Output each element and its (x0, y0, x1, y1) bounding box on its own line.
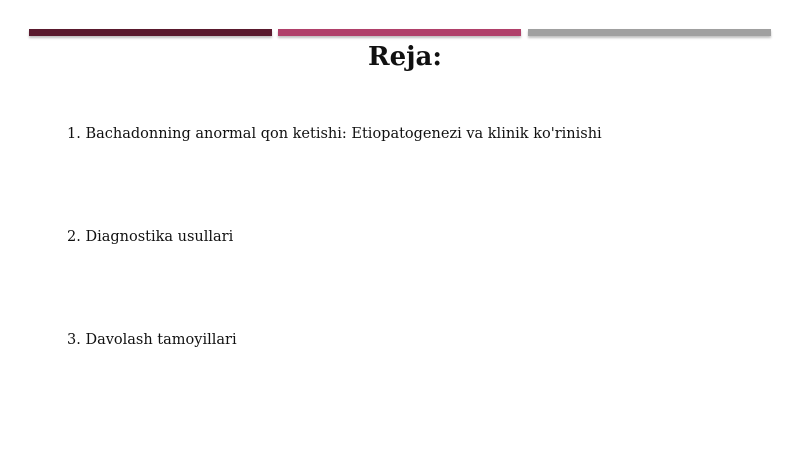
accent-bar-gray (528, 29, 771, 36)
plan-item-1: 1. Bachadonning anormal qon ketishi: Etiopatogenezi va klinik ko'rinishi (67, 126, 602, 142)
header-accent-bars (29, 29, 771, 38)
accent-bar-dark-red (29, 29, 272, 36)
plan-item-2: 2. Diagnostika usullari (67, 229, 234, 245)
accent-bar-pink (278, 29, 521, 36)
plan-item-3: 3. Davolash tamoyillari (67, 332, 237, 348)
slide-title: Reja: (367, 42, 442, 72)
